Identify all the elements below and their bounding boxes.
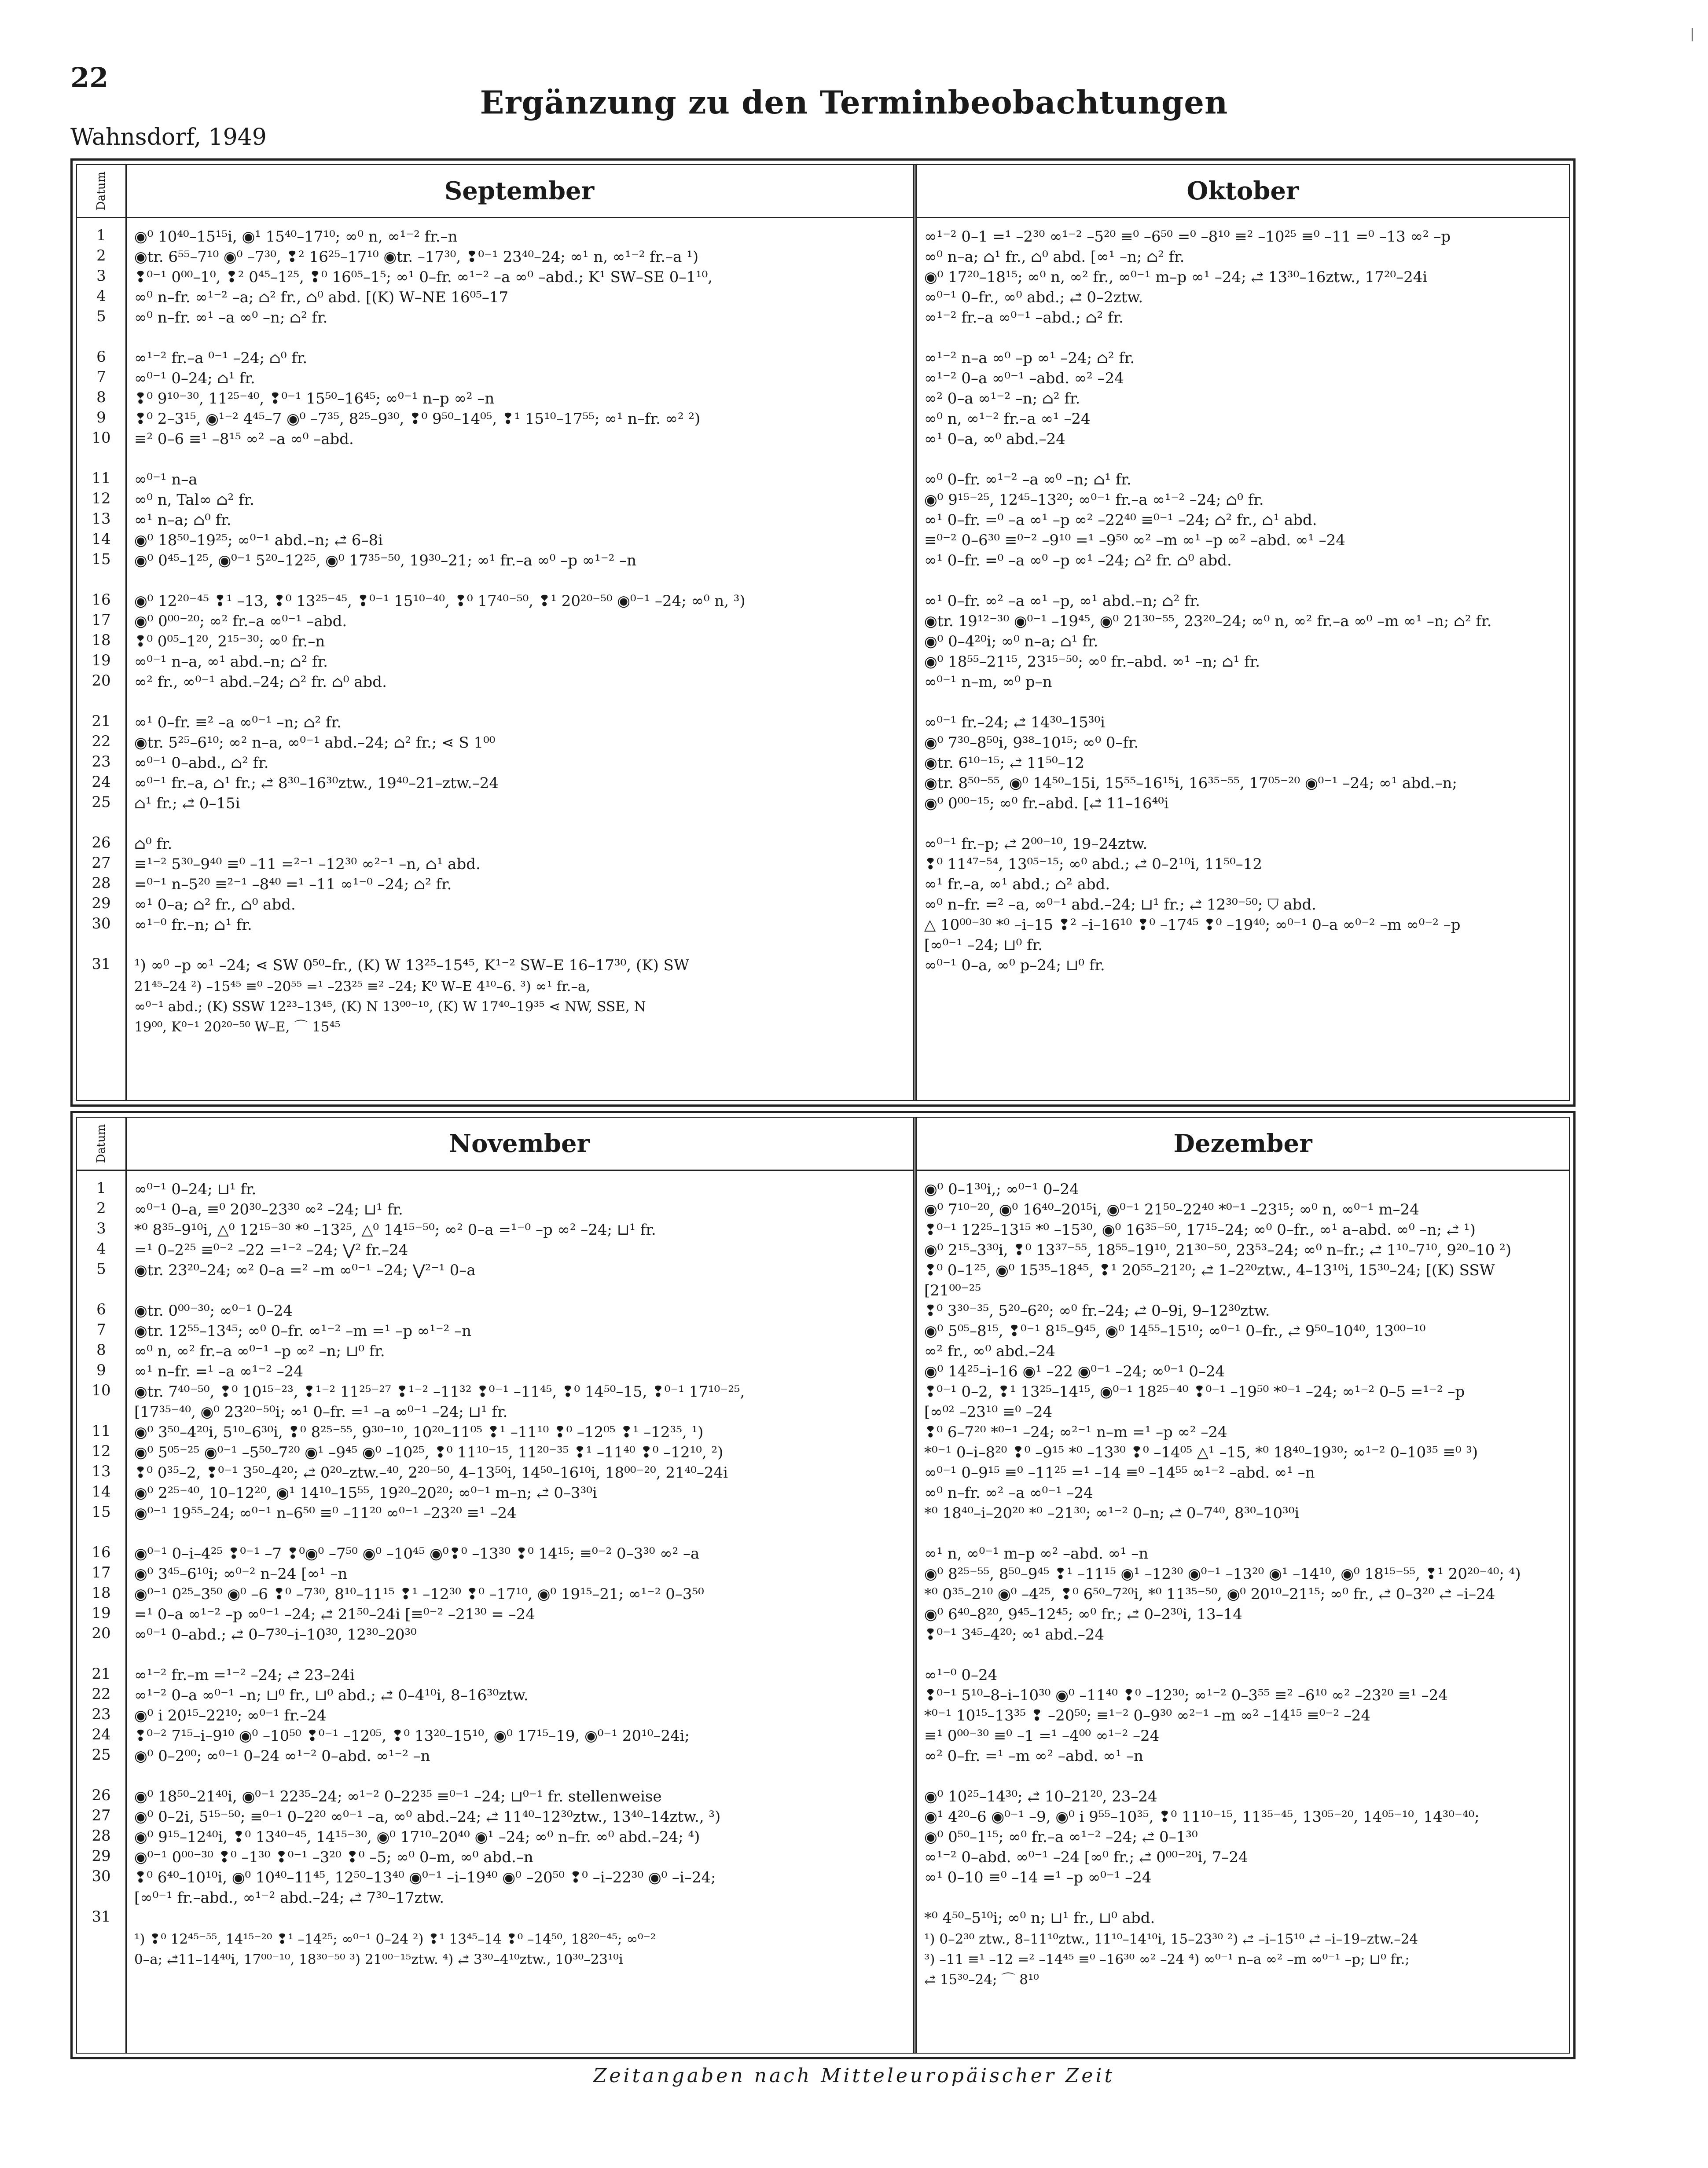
day-number: [77, 571, 125, 591]
day-number: [77, 692, 125, 712]
day-number: 4: [96, 1240, 106, 1258]
entry-line: =⁰⁻¹ n–5²⁰ ≡²⁻¹ –8⁴⁰ =¹ –11 ∞¹⁻⁰ –24; ⌂² fr.: [134, 876, 452, 893]
entry-line: =¹ 0–2²⁵ ≡⁰⁻² –22 =¹⁻² –24; ⋁² fr.–24: [134, 1241, 408, 1259]
entry-line: ∞¹ 0–fr. ≡² –a ∞⁰⁻¹ –n; ⌂² fr.: [134, 714, 342, 731]
day-number: 24: [92, 773, 111, 791]
entry-line: ◉tr. 23²⁰–24; ∞² 0–a =² –m ∞⁰⁻¹ –24; ⋁²⁻¹ 0–a: [134, 1262, 476, 1279]
datum-header: Datum: [95, 171, 108, 211]
entry-line: *⁰ 4⁵⁰–5¹⁰i; ∞⁰ n; ⊔¹ fr., ⊔⁰ abd.: [924, 1909, 1155, 1927]
entry-line: *⁰⁻¹ 10¹⁵–13³⁵ ❢ –20⁵⁰; ≡¹⁻² 0–9³⁰ ∞²⁻¹ –m ∞² –14¹⁵ ≡⁰⁻² –24: [924, 1707, 1371, 1724]
entry-line: ◉tr. 6¹⁰⁻¹⁵; ⥄ 11⁵⁰–12: [924, 754, 1084, 772]
entry-line: ∞¹ 0–fr. =⁰ –a ∞¹ –p ∞² –22⁴⁰ ≡⁰⁻¹ –24; ⌂² fr., ⌂¹ abd.: [924, 511, 1317, 529]
entry-line: ∞⁰⁻¹ 0–fr., ∞⁰ abd.; ⥄ 0–2ztw.: [924, 289, 1143, 306]
entry-line: [134, 814, 909, 834]
entry-line: ❢⁰ 6⁴⁰–10¹⁰i, ◉⁰ 10⁴⁰–11⁴⁵, 12⁵⁰–13⁴⁰ ◉⁰⁻¹ –i–19⁴⁰ ◉⁰ –20⁵⁰ ❢⁰ –i–22³⁰ ◉⁰ –i–24;: [134, 1869, 716, 1886]
page-number: 22: [70, 62, 109, 94]
entry-line: ≡¹⁻² 5³⁰–9⁴⁰ ≡⁰ –11 =²⁻¹ –12³⁰ ∞²⁻¹ –n, ⌂¹ abd.: [134, 855, 481, 873]
day-number: 28: [92, 1827, 111, 1845]
entry-line: ∞⁰⁻¹ fr.–24; ⥄ 14³⁰–15³⁰i: [924, 714, 1105, 731]
entry-line: [924, 1766, 1565, 1786]
footnote-line: ¹) ❢⁰ 12⁴⁵⁻⁵⁵, 14¹⁵⁻²⁰ ❢¹ –14²⁵; ∞⁰⁻¹ 0–24 ²) ❢¹ 13⁴⁵–14 ❢⁰ –14⁵⁰, 18²⁰⁻⁴⁵; ∞⁰⁻²: [134, 1931, 656, 1947]
day-number: 15: [92, 550, 111, 568]
entry-line: [134, 1523, 909, 1544]
day-number: 26: [92, 1786, 111, 1804]
entry-line: ◉⁰ 5⁰⁵–8¹⁵, ❢⁰⁻¹ 8¹⁵–9⁴⁵, ◉⁰ 14⁵⁵–15¹⁰; ∞⁰⁻¹ 0–fr., ⥄ 9⁵⁰–10⁴⁰, 13⁰⁰⁻¹⁰: [924, 1322, 1426, 1340]
day-number: 12: [92, 1442, 111, 1460]
entry-line: ∞¹⁻² fr.–m =¹⁻² –24; ⥄ 23–24i: [134, 1666, 355, 1684]
day-number: 29: [92, 1847, 111, 1865]
entry-line: ◉⁰ 2¹⁵–3³⁰i, ❢⁰ 13³⁷⁻⁵⁵, 18⁵⁵–19¹⁰, 21³⁰⁻⁵⁰, 23⁵³–24; ∞⁰ n–fr.; ⥄ 1¹⁰–7¹⁰, 9²⁰–10 ²): [924, 1241, 1512, 1259]
day-number: 5: [96, 1260, 106, 1278]
day-number: [77, 1645, 125, 1665]
day-number: 25: [92, 1746, 111, 1764]
entry-line: ∞⁰ n–fr. ∞¹ –a ∞⁰ –n; ⌂² fr.: [134, 309, 328, 326]
entry-line: ∞¹ 0–fr. ∞² –a ∞¹ –p, ∞¹ abd.–n; ⌂² fr.: [924, 592, 1200, 610]
station-label: Wahnsdorf, 1949: [70, 124, 267, 150]
entry-line: ◉⁰ 9¹⁵–12⁴⁰i, ❢⁰ 13⁴⁰⁻⁴⁵, 14¹⁵⁻³⁰, ◉⁰ 17¹⁰–20⁴⁰ ◉¹ –24; ∞⁰ n–fr. ∞⁰ abd.–24; ⁴): [134, 1828, 700, 1846]
entry-line: ≡⁰⁻² 0–6³⁰ ≡⁰⁻² –9¹⁰ =¹ –9⁵⁰ ∞² –m ∞¹ –p ∞² –abd. ∞¹ –24: [924, 532, 1345, 549]
entry-line: △ 10⁰⁰⁻³⁰ *⁰ –i–15 ❢² –i–16¹⁰ ❢⁰ –17⁴⁵ ❢⁰ –19⁴⁰; ∞⁰⁻¹ 0–a ∞⁰⁻² –m ∞⁰⁻² –p: [924, 916, 1461, 934]
entry-line: ◉⁰ 8²⁵⁻⁵⁵, 8⁵⁰–9⁴⁵ ❢¹ –11¹⁵ ◉¹ –12³⁰ ◉⁰⁻¹ –13²⁰ ◉¹ –14¹⁰, ◉⁰ 18¹⁵⁻⁵⁵, ❢¹ 20²⁰⁻⁴⁰; ⁴): [924, 1565, 1521, 1583]
entry-line: ∞⁰⁻¹ n–m, ∞⁰ p–n: [924, 673, 1052, 691]
footnote-line: ⥄ 15³⁰–24; ⌒ 8¹⁰: [924, 1972, 1039, 1988]
entry-line: ∞² 0–a ∞¹⁻² –n; ⌂² fr.: [924, 390, 1080, 407]
table-top: [70, 158, 1576, 1107]
entry-line: ∞¹ 0–a, ∞⁰ abd.–24: [924, 430, 1065, 448]
day-number: 11: [92, 470, 111, 487]
day-number: 20: [92, 672, 111, 690]
entry-line: [17³⁵⁻⁴⁰, ◉⁰ 23²⁰⁻⁵⁰i; ∞¹ 0–fr. =¹ –a ∞⁰⁻¹ –24; ⊔¹ fr.: [134, 1403, 508, 1421]
entry-line: ◉tr. 12⁵⁵–13⁴⁵; ∞⁰ 0–fr. ∞¹⁻² –m =¹ –p ∞¹⁻² –n: [134, 1322, 471, 1340]
entry-line: ∞⁰⁻¹ fr.–a, ⌂¹ fr.; ⥄ 8³⁰–16³⁰ztw., 19⁴⁰–21–ztw.–24: [134, 774, 499, 792]
entry-line: ◉⁰ 0–4²⁰i; ∞⁰ n–a; ⌂¹ fr.: [924, 633, 1098, 650]
entry-line: ∞⁰ 0–fr. ∞¹⁻² –a ∞⁰ –n; ⌂¹ fr.: [924, 471, 1131, 488]
entry-line: ∞² fr., ∞⁰⁻¹ abd.–24; ⌂² fr. ⌂⁰ abd.: [134, 673, 387, 691]
entry-line: ◉⁰ 10²⁵–14³⁰; ⥄ 10–21²⁰, 23–24: [924, 1788, 1157, 1805]
entry-line: ◉⁰ 3⁵⁰–4²⁰i, 5¹⁰–6³⁰i, ❢⁰ 8²⁵⁻⁵⁵, 9³⁰⁻¹⁰, 10²⁰–11⁰⁵ ❢¹ –11¹⁰ ❢⁰ –12⁰⁵ ❢¹ –12³⁵, ¹): [134, 1423, 704, 1441]
day-number: 11: [92, 1422, 111, 1440]
day-number: 31: [92, 1908, 111, 1926]
entry-line: ∞¹⁻² 0–a ∞⁰⁻¹ –abd. ∞² –24: [924, 370, 1124, 387]
day-number: 14: [92, 530, 111, 548]
day-number: 17: [92, 1564, 111, 1581]
entry-line: ❢⁰ 3³⁰⁻³⁵, 5²⁰–6²⁰; ∞⁰ fr.–24; ⥄ 0–9i, 9–12³⁰ztw.: [924, 1302, 1270, 1320]
day-number: 25: [92, 793, 111, 811]
entry-line: ◉⁰ 0–2i, 5¹⁵⁻⁵⁰; ≡⁰⁻¹ 0–2²⁰ ∞⁰⁻¹ –a, ∞⁰ abd.–24; ⥄ 11⁴⁰–12³⁰ztw., 13⁴⁰–14ztw., ³): [134, 1808, 721, 1826]
column-divider: [913, 165, 917, 1100]
entry-line: ∞¹⁻² fr.–a ∞⁰⁻¹ –abd.; ⌂² fr.: [924, 309, 1124, 326]
entry-line: ∞¹⁻² n–a ∞⁰ –p ∞¹ –24; ⌂² fr.: [924, 349, 1135, 367]
footnote-line: 19⁰⁰, K⁰⁻¹ 20²⁰⁻⁵⁰ W–E, ⌒ 15⁴⁵: [134, 1019, 341, 1035]
day-number: [77, 814, 125, 834]
day-number: 10: [92, 429, 111, 447]
entry-line: ◉⁰ 2²⁵⁻⁴⁰, 10–12²⁰, ◉¹ 14¹⁰–15⁵⁵, 19²⁰–20²⁰; ∞⁰⁻¹ m–n; ⥄ 0–3³⁰i: [134, 1484, 597, 1502]
entry-line: *⁰ 0³⁵–2¹⁰ ◉⁰ –4²⁵, ❢⁰ 6⁵⁰–7²⁰i, *⁰ 11³⁵⁻⁵⁰, ◉⁰ 20¹⁰–21¹⁵; ∞⁰ fr., ⥄ 0–3²⁰ ⥄ –i–24: [924, 1585, 1495, 1603]
entry-line: [134, 935, 909, 955]
entry-line: [∞⁰² –23¹⁰ ≡⁰ –24: [924, 1403, 1053, 1421]
entry-line: ❢⁰⁻² 7¹⁵–i–9¹⁰ ◉⁰ –10⁵⁰ ❢⁰⁻¹ –12⁰⁵, ❢⁰ 13²⁰–15¹⁰, ◉⁰ 17¹⁵–19, ◉⁰⁻¹ 20¹⁰–24i;: [134, 1727, 690, 1745]
day-number: 22: [92, 733, 111, 750]
day-number: 23: [92, 1706, 111, 1723]
entry-line: ◉⁰ 6⁴⁰–8²⁰, 9⁴⁵–12⁴⁵; ∞⁰ fr.; ⥄ 0–2³⁰i, 13–14: [924, 1606, 1242, 1623]
day-number: 9: [96, 409, 106, 426]
entry-line: ◉⁰⁻¹ 19⁵⁵–24; ∞⁰⁻¹ n–6⁵⁰ ≡⁰ –11²⁰ ∞⁰⁻¹ –23²⁰ ≡¹ –24: [134, 1504, 517, 1522]
entry-line: ❢⁰ 9¹⁰⁻³⁰, 11²⁵⁻⁴⁰, ❢⁰⁻¹ 15⁵⁰–16⁴⁵; ∞⁰⁻¹ n–p ∞² –n: [134, 390, 495, 407]
footnote-line: ¹) 0–2³⁰ ztw., 8–11¹⁰ztw., 11¹⁰–14¹⁰i, 15–23³⁰ ²) ⥄ –i–15¹⁰ ⥄ –i–19–ztw.–24: [924, 1931, 1418, 1947]
edge-mark: |: [1690, 26, 1695, 42]
entry-line: ¹) ∞⁰ –p ∞¹ –24; ⋖ SW 0⁵⁰–fr., (K) W 13²⁵–15⁴⁵, K¹⁻² SW–E 16–17³⁰, (K) SW: [134, 957, 689, 974]
day-number: 9: [96, 1361, 106, 1379]
page-title: Ergänzung zu den Terminbeobachtungen: [480, 84, 1228, 121]
day-number: 3: [96, 1220, 106, 1237]
entry-line: [924, 449, 1565, 470]
entry-line: [924, 571, 1565, 591]
entry-line: ◉⁰ 18⁵⁰–21⁴⁰i, ◉⁰⁻¹ 22³⁵–24; ∞¹⁻² 0–22³⁵ ≡⁰⁻¹ –24; ⊔⁰⁻¹ fr. stellenweise: [134, 1788, 662, 1805]
day-number: 30: [92, 915, 111, 932]
november-entries: [134, 1179, 909, 1969]
entry-line: ◉⁰ 0–1³⁰i,; ∞⁰⁻¹ 0–24: [924, 1181, 1079, 1198]
day-number: 18: [92, 631, 111, 649]
entry-line: [134, 692, 909, 712]
entry-line: ◉⁰ 0⁰⁰⁻¹⁵; ∞⁰ fr.–abd. [⥄ 11–16⁴⁰i: [924, 795, 1169, 812]
dezember-entries: [924, 1179, 1565, 1989]
entry-line: ❢⁰⁻¹ 0–2, ❢¹ 13²⁵–14¹⁵, ◉⁰⁻¹ 18²⁵⁻⁴⁰ ❢⁰⁻¹ –19⁵⁰ *⁰⁻¹ –24; ∞¹⁻² 0–5 =¹⁻² –p: [924, 1383, 1465, 1401]
day-number: 22: [92, 1685, 111, 1703]
entry-line: ◉⁰ 0–2⁰⁰; ∞⁰⁻¹ 0–24 ∞¹⁻² 0–abd. ∞¹⁻² –n: [134, 1747, 430, 1765]
entry-line: [134, 571, 909, 591]
entry-line: ∞⁰⁻¹ 0–9¹⁵ ≡⁰ –11²⁵ =¹ –14 ≡⁰ –14⁵⁵ ∞¹⁻² –abd. ∞¹ –n: [924, 1464, 1315, 1482]
entry-line: ∞¹⁻⁰ 0–24: [924, 1666, 998, 1684]
entry-line: ❢⁰ 6–7²⁰ *⁰⁻¹ –24; ∞²⁻¹ n–m =¹ –p ∞² –24: [924, 1423, 1227, 1441]
entry-line: ∞⁰⁻¹ 0–a, ∞⁰ p–24; ⊔⁰ fr.: [924, 957, 1105, 974]
entry-line: ◉tr. 19¹²⁻³⁰ ◉⁰⁻¹ –19⁴⁵, ◉⁰ 21³⁰⁻⁵⁵, 23²⁰–24; ∞⁰ n, ∞² fr.–a ∞⁰ –m ∞¹ –n; ⌂² fr.: [924, 613, 1492, 630]
entry-line: [134, 1766, 909, 1786]
entry-line: ◉⁰ 7¹⁰⁻²⁰, ◉⁰ 16⁴⁰–20¹⁵i, ◉⁰⁻¹ 21⁵⁰–22⁴⁰ *⁰⁻¹ –23¹⁵; ∞⁰ n, ∞⁰⁻¹ m–24: [924, 1201, 1419, 1218]
entry-line: ◉¹ 4²⁰–6 ◉⁰⁻¹ –9, ◉⁰ i 9⁵⁵–10³⁵, ❢⁰ 11¹⁰⁻¹⁵, 11³⁵⁻⁴⁵, 13⁰⁵⁻²⁰, 14⁰⁵⁻¹⁰, 14³⁰⁻⁴⁰;: [924, 1808, 1480, 1826]
day-number: [77, 1766, 125, 1786]
day-number: 26: [92, 834, 111, 851]
month-header-dezember: Dezember: [917, 1118, 1569, 1171]
entry-line: ❢⁰ 11⁴⁷⁻⁵⁴, 13⁰⁵⁻¹⁵; ∞⁰ abd.; ⥄ 0–2¹⁰i, 11⁵⁰–12: [924, 855, 1262, 873]
entry-line: ◉tr. 6⁵⁵–7¹⁰ ◉⁰ –7³⁰, ❢² 16²⁵–17¹⁰ ◉tr. –17³⁰, ❢⁰⁻¹ 23⁴⁰–24; ∞¹ n, ∞¹⁻² fr.–a ¹): [134, 248, 699, 266]
entry-line: ∞² fr., ∞⁰ abd.–24: [924, 1343, 1055, 1360]
entry-line: ∞¹ 0–a; ⌂² fr., ⌂⁰ abd.: [134, 896, 296, 913]
entry-line: ◉⁰ 18⁵⁵–21¹⁵, 23¹⁵⁻⁵⁰; ∞⁰ fr.–abd. ∞¹ –n; ⌂¹ fr.: [924, 653, 1260, 671]
entry-line: ∞⁰⁻¹ n–a: [134, 471, 198, 488]
day-number: 27: [92, 854, 111, 872]
column-divider: [913, 1118, 917, 2053]
entry-line: ∞¹ n–a; ⌂⁰ fr.: [134, 511, 231, 529]
entry-line: ∞² 0–fr. =¹ –m ∞² –abd. ∞¹ –n: [924, 1747, 1143, 1765]
day-number: 30: [92, 1867, 111, 1885]
entry-line: ◉tr. 8⁵⁰⁻⁵⁵, ◉⁰ 14⁵⁰–15i, 15⁵⁵–16¹⁵i, 16³⁵⁻⁵⁵, 17⁰⁵⁻²⁰ ◉⁰⁻¹ –24; ∞¹ abd.–n;: [924, 774, 1457, 792]
entry-line: ◉⁰⁻¹ 0²⁵–3⁵⁰ ◉⁰ –6 ❢⁰ –7³⁰, 8¹⁰–11¹⁵ ❢¹ –12³⁰ ❢⁰ –17¹⁰, ◉⁰ 19¹⁵–21; ∞¹⁻² 0–3⁵⁰: [134, 1585, 704, 1603]
day-number: 10: [92, 1382, 111, 1399]
entry-line: ≡¹ 0⁰⁰⁻³⁰ ≡⁰ –1 =¹ –4⁰⁰ ∞¹⁻² –24: [924, 1727, 1160, 1745]
day-number: 1: [96, 227, 106, 244]
entry-line: ∞¹ 0–fr. =⁰ –a ∞⁰ –p ∞¹ –24; ⌂² fr. ⌂⁰ abd.: [924, 552, 1232, 569]
day-number: 6: [96, 348, 106, 366]
datum-column: [77, 1118, 127, 2053]
day-number: [77, 328, 125, 348]
entry-line: ∞⁰⁻¹ fr.–p; ⥄ 2⁰⁰⁻¹⁰, 19–24ztw.: [924, 835, 1148, 853]
entry-line: [924, 1645, 1565, 1665]
day-number: 13: [92, 510, 111, 528]
entry-line: ◉tr. 7⁴⁰⁻⁵⁰, ❢⁰ 10¹⁵⁻²³, ❢¹⁻² 11²⁵⁻²⁷ ❢¹⁻² –11³² ❢⁰⁻¹ –11⁴⁵, ❢⁰ 14⁵⁰–15, ❢⁰⁻¹ 17¹⁰⁻²⁵,: [134, 1383, 745, 1401]
entry-line: ⌂¹ fr.; ⥄ 0–15i: [134, 795, 240, 812]
september-entries: [134, 227, 909, 1036]
day-number: [77, 1280, 125, 1301]
day-number: 23: [92, 753, 111, 770]
day-number: [77, 1888, 125, 1908]
entry-line: ∞¹ n, ∞⁰⁻¹ m–p ∞² –abd. ∞¹ –n: [924, 1545, 1149, 1563]
entry-line: [21⁰⁰⁻²⁵: [924, 1282, 981, 1299]
day-number: 19: [92, 652, 111, 669]
day-number: 16: [92, 591, 111, 609]
entry-line: *⁰ 18⁴⁰–i–20²⁰ *⁰ –21³⁰; ∞¹⁻² 0–n; ⥄ 0–7⁴⁰, 8³⁰–10³⁰i: [924, 1504, 1300, 1522]
entry-line: ◉⁰ 0⁴⁵–1²⁵, ◉⁰⁻¹ 5²⁰–12²⁵, ◉⁰ 17³⁵⁻⁵⁰, 19³⁰–21; ∞¹ fr.–a ∞⁰ –p ∞¹⁻² –n: [134, 552, 637, 569]
entry-line: ⌂⁰ fr.: [134, 835, 173, 853]
datum-column: [77, 165, 127, 1100]
day-number: [77, 449, 125, 470]
day-number: 15: [92, 1503, 111, 1521]
day-number: 2: [96, 247, 106, 264]
entry-line: ∞⁰ n, Tal∞ ⌂² fr.: [134, 491, 254, 509]
day-number: 24: [92, 1726, 111, 1743]
footer-note: Zeitangaben nach Mitteleuropäischer Zeit: [593, 2065, 1115, 2087]
entry-line: ❢⁰ 0–1²⁵, ◉⁰ 15³⁵–18⁴⁵, ❢¹ 20⁵⁵–21²⁰; ⥄ 1–2²⁰ztw., 4–13¹⁰i, 15³⁰–24; [(K) SSW: [924, 1262, 1495, 1279]
entry-line: ◉⁰⁻¹ 0–i–4²⁵ ❢⁰⁻¹ –7 ❢⁰◉⁰ –7⁵⁰ ◉⁰ –10⁴⁵ ◉⁰❢⁰ –13³⁰ ❢⁰ 14¹⁵; ≡⁰⁻² 0–3³⁰ ∞² –a: [134, 1545, 700, 1563]
entry-line: ∞¹⁻² 0–1 =¹ –2³⁰ ∞¹⁻² –5²⁰ ≡⁰ –6⁵⁰ =⁰ –8¹⁰ ≡² –10²⁵ ≡⁰ –11 =⁰ –13 ∞² –p: [924, 228, 1451, 246]
footnote-line: ³) –11 ≡¹ –12 =² –14⁴⁵ ≡⁰ –16³⁰ ∞² –24 ⁴) ∞⁰⁻¹ n–a ∞² –m ∞⁰⁻¹ –p; ⊔⁰ fr.;: [924, 1952, 1410, 1967]
day-number: 16: [92, 1544, 111, 1561]
entry-line: [134, 1280, 909, 1301]
entry-line: ❢⁰⁻¹ 12²⁵–13¹⁵ *⁰ –15³⁰, ◉⁰ 16³⁵⁻⁵⁰, 17¹⁵–24; ∞⁰ 0–fr., ∞¹ a–abd. ∞⁰ –n; ⥄ ¹): [924, 1221, 1476, 1239]
entry-line: [924, 814, 1565, 834]
entry-line: [134, 328, 909, 348]
entry-line: [924, 1888, 1565, 1908]
entry-line: ∞⁰⁻¹ 0–24; ⌂¹ fr.: [134, 370, 255, 387]
day-numbers-bottom: [77, 1179, 125, 1928]
table-bottom: [70, 1111, 1576, 2059]
entry-line: ◉⁰ 10⁴⁰–15¹⁵i, ◉¹ 15⁴⁰–17¹⁰; ∞⁰ n, ∞¹⁻² fr.–n: [134, 228, 458, 246]
entry-line: ∞⁰ n, ∞¹⁻² fr.–a ∞¹ –24: [924, 410, 1091, 428]
entry-line: ◉⁰ 7³⁰–8⁵⁰i, 9³⁸–10¹⁵; ∞⁰ 0–fr.: [924, 734, 1139, 752]
footnote-line: 21⁴⁵–24 ²) –15⁴⁵ ≡⁰ –20⁵⁵ =¹ –23²⁵ ≡² –24; K⁰ W–E 4¹⁰–6. ³) ∞¹ fr.–a,: [134, 979, 591, 994]
day-number: 14: [92, 1483, 111, 1500]
day-numbers-top: [77, 227, 125, 976]
entry-line: ❢⁰ 0³⁵–2, ❢⁰⁻¹ 3⁵⁰–4²⁰; ⥄ 0²⁰–ztw.–⁴⁰, 2²⁰⁻⁵⁰, 4–13⁵⁰i, 14⁵⁰–16¹⁰i, 18⁰⁰⁻²⁰, 21⁴⁰–24i: [134, 1464, 728, 1482]
entry-line: ∞⁰ n, ∞² fr.–a ∞⁰⁻¹ –p ∞² –n; ⊔⁰ fr.: [134, 1343, 385, 1360]
day-number: 7: [96, 1321, 106, 1339]
oktober-entries: [924, 227, 1565, 976]
entry-line: ∞¹⁻² 0–abd. ∞⁰⁻¹ –24 [∞⁰ fr.; ⥄ 0⁰⁰⁻²⁰i, 7–24: [924, 1849, 1248, 1866]
entry-line: ∞⁰ n–fr. =² –a, ∞⁰⁻¹ abd.–24; ⊔¹ fr.; ⥄ 12³⁰⁻⁵⁰; ⛉ abd.: [924, 896, 1316, 913]
entry-line: [924, 328, 1565, 348]
entry-line: ◉tr. 5²⁵–6¹⁰; ∞² n–a, ∞⁰⁻¹ abd.–24; ⌂² fr.; ⋖ S 1⁰⁰: [134, 734, 496, 752]
entry-line: *⁰⁻¹ 0–i–8²⁰ ❢⁰ –9¹⁵ *⁰ –13³⁰ ❢⁰ –14⁰⁵ △¹ –15, *⁰ 18⁴⁰–19³⁰; ∞¹⁻² 0–10³⁵ ≡⁰ ³): [924, 1444, 1478, 1461]
day-number: 4: [96, 287, 106, 305]
entry-line: ◉⁰ 12²⁰⁻⁴⁵ ❢¹ –13, ❢⁰ 13²⁵⁻⁴⁵, ❢⁰⁻¹ 15¹⁰⁻⁴⁰, ❢⁰ 17⁴⁰⁻⁵⁰, ❢¹ 20²⁰⁻⁵⁰ ◉⁰⁻¹ –24; ∞⁰ n, ³): [134, 592, 746, 610]
day-number: 18: [92, 1584, 111, 1602]
day-number: 28: [92, 874, 111, 892]
entry-line: [134, 449, 909, 470]
day-number: 17: [92, 611, 111, 629]
entry-line: ◉⁰ i 20¹⁵–22¹⁰; ∞⁰⁻¹ fr.–24: [134, 1707, 327, 1724]
datum-header: Datum: [95, 1124, 108, 1163]
entry-line: ◉⁰ 9¹⁵⁻²⁵, 12⁴⁵–13²⁰; ∞⁰⁻¹ fr.–a ∞¹⁻² –24; ⌂⁰ fr.: [924, 491, 1264, 509]
entry-line: ∞¹ fr.–a, ∞¹ abd.; ⌂² abd.: [924, 876, 1110, 893]
day-number: 3: [96, 267, 106, 285]
day-number: 7: [96, 368, 106, 386]
month-header-november: November: [125, 1118, 913, 1171]
entry-line: ❢⁰⁻¹ 5¹⁰–8–i–10³⁰ ◉⁰ –11⁴⁰ ❢⁰ –12³⁰; ∞¹⁻² 0–3⁵⁵ ≡² –6¹⁰ ∞² –23²⁰ ≡¹ –24: [924, 1687, 1448, 1704]
entry-line: ∞⁰⁻¹ 0–a, ≡⁰ 20³⁰–23³⁰ ∞² –24; ⊔¹ fr.: [134, 1201, 403, 1218]
footnote-line: ∞⁰⁻¹ abd.; (K) SSW 12²³–13⁴⁵, (K) N 13⁰⁰⁻¹⁰, (K) W 17⁴⁰–19³⁵ ⋖ NW, SSE, N: [134, 999, 646, 1015]
entry-line: ∞⁰⁻¹ n–a, ∞¹ abd.–n; ⌂² fr.: [134, 653, 328, 671]
day-number: [77, 935, 125, 955]
entry-line: ◉⁰ 14²⁵–i–16 ◉¹ –22 ◉⁰⁻¹ –24; ∞⁰⁻¹ 0–24: [924, 1363, 1225, 1380]
entry-line: ◉⁰ 17²⁰–18¹⁵; ∞⁰ n, ∞² fr., ∞⁰⁻¹ m–p ∞¹ –24; ⥄ 13³⁰–16ztw., 17²⁰–24i: [924, 268, 1428, 286]
entry-line: ∞¹⁻² fr.–a ⁰⁻¹ –24; ⌂⁰ fr.: [134, 349, 308, 367]
entry-line: [∞⁰⁻¹ fr.–abd., ∞¹⁻² abd.–24; ⥄ 7³⁰–17ztw.: [134, 1889, 444, 1907]
day-number: 21: [92, 1665, 111, 1683]
entry-line: *⁰ 8³⁵–9¹⁰i, △⁰ 12¹⁵⁻³⁰ *⁰ –13²⁵, △⁰ 14¹⁵⁻⁵⁰; ∞² 0–a =¹⁻⁰ –p ∞² –24; ⊔¹ fr.: [134, 1221, 656, 1239]
entry-line: [134, 1908, 909, 1928]
day-number: 21: [92, 712, 111, 730]
day-number: 8: [96, 1341, 106, 1359]
day-number: 5: [96, 308, 106, 325]
entry-line: ∞¹⁻⁰ fr.–n; ⌂¹ fr.: [134, 916, 252, 934]
entry-line: ◉⁰ 0⁰⁰⁻²⁰; ∞² fr.–a ∞⁰⁻¹ –abd.: [134, 613, 347, 630]
entry-line: ◉⁰ 18⁵⁰–19²⁵; ∞⁰⁻¹ abd.–n; ⥄ 6–8i: [134, 532, 383, 549]
day-number: [77, 1402, 125, 1422]
entry-line: ≡² 0–6 ≡¹ –8¹⁵ ∞² –a ∞⁰ –abd.: [134, 430, 354, 448]
entry-line: [134, 1645, 909, 1665]
day-number: 2: [96, 1200, 106, 1217]
day-number: 8: [96, 389, 106, 406]
entry-line: ∞¹⁻² 0–a ∞⁰⁻¹ –n; ⊔⁰ fr., ⊔⁰ abd.; ⥄ 0–4¹⁰i, 8–16³⁰ztw.: [134, 1687, 529, 1704]
day-number: 6: [96, 1301, 106, 1318]
day-number: 1: [96, 1179, 106, 1197]
day-number: 12: [92, 490, 111, 507]
entry-line: ◉⁰⁻¹ 0⁰⁰⁻³⁰ ❢⁰ –1³⁰ ❢⁰⁻¹ –3²⁰ ❢⁰ –5; ∞⁰ 0–m, ∞⁰ abd.–n: [134, 1849, 533, 1866]
day-number: 31: [92, 955, 111, 973]
month-header-oktober: Oktober: [917, 165, 1569, 218]
day-number: 20: [92, 1625, 111, 1642]
entry-line: [∞⁰⁻¹ –24; ⊔⁰ fr.: [924, 936, 1043, 954]
entry-line: ∞¹ 0–10 ≡⁰ –14 =¹ –p ∞⁰⁻¹ –24: [924, 1869, 1152, 1886]
footnote-line: 0–a; ⥄11–14⁴⁰i, 17⁰⁰⁻¹⁰, 18³⁰⁻⁵⁰ ³) 21⁰⁰⁻¹⁵ztw. ⁴) ⥄ 3³⁰–4¹⁰ztw., 10³⁰–23¹⁰i: [134, 1952, 623, 1967]
day-number: 29: [92, 895, 111, 912]
day-number: [77, 1523, 125, 1544]
entry-line: ∞⁰ n–a; ⌂¹ fr., ⌂⁰ abd. [∞¹ –n; ⌂² fr.: [924, 248, 1185, 266]
entry-line: ∞⁰ n–fr. ∞² –a ∞⁰⁻¹ –24: [924, 1484, 1093, 1502]
entry-line: ❢⁰⁻¹ 0⁰⁰–1⁰, ❢² 0⁴⁵–1²⁵, ❢⁰ 16⁰⁵–1⁵; ∞¹ 0–fr. ∞¹⁻² –a ∞⁰ –abd.; K¹ SW–SE 0–1¹⁰,: [134, 268, 713, 286]
entry-line: =¹ 0–a ∞¹⁻² –p ∞⁰⁻¹ –24; ⥄ 21⁵⁰–24i [≡⁰⁻² –21³⁰ = –24: [134, 1606, 535, 1623]
entry-line: [924, 692, 1565, 712]
month-header-september: September: [125, 165, 913, 218]
day-number: 13: [92, 1463, 111, 1480]
entry-line: ∞¹ n–fr. =¹ –a ∞¹⁻² –24: [134, 1363, 303, 1380]
entry-line: ◉⁰ 0⁵⁰–1¹⁵; ∞⁰ fr.–a ∞¹⁻² –24; ⥄ 0–1³⁰: [924, 1828, 1198, 1846]
entry-line: ∞⁰⁻¹ 0–24; ⊔¹ fr.: [134, 1181, 257, 1198]
entry-line: ❢⁰⁻¹ 3⁴⁵–4²⁰; ∞¹ abd.–24: [924, 1626, 1105, 1643]
entry-line: ❢⁰ 2–3¹⁵, ◉¹⁻² 4⁴⁵–7 ◉⁰ –7³⁵, 8²⁵–9³⁰, ❢⁰ 9⁵⁰–14⁰⁵, ❢¹ 15¹⁰–17⁵⁵; ∞¹ n–fr. ∞² ²): [134, 410, 701, 428]
entry-line: ◉tr. 0⁰⁰⁻³⁰; ∞⁰⁻¹ 0–24: [134, 1302, 293, 1320]
day-number: 19: [92, 1604, 111, 1622]
entry-line: ◉⁰ 5⁰⁵⁻²⁵ ◉⁰⁻¹ –5⁵⁰–7²⁰ ◉¹ –9⁴⁵ ◉⁰ –10²⁵, ❢⁰ 11¹⁰⁻¹⁵, 11²⁰⁻³⁵ ❢¹ –11⁴⁰ ❢⁰ –12¹⁰, ²): [134, 1444, 724, 1461]
entry-line: [924, 1523, 1565, 1544]
entry-line: ◉⁰ 3⁴⁵–6¹⁰i; ∞⁰⁻² n–24 [∞¹ –n: [134, 1565, 348, 1583]
entry-line: ❢⁰ 0⁰⁵–1²⁰, 2¹⁵⁻³⁰; ∞⁰ fr.–n: [134, 633, 325, 650]
entry-line: ∞⁰⁻¹ 0–abd.; ⥄ 0–7³⁰–i–10³⁰, 12³⁰–20³⁰: [134, 1626, 417, 1643]
day-number: 27: [92, 1807, 111, 1824]
entry-line: ∞⁰⁻¹ 0–abd., ⌂² fr.: [134, 754, 269, 772]
entry-line: ∞⁰ n–fr. ∞¹⁻² –a; ⌂² fr., ⌂⁰ abd. [(K) W–NE 16⁰⁵–17: [134, 289, 509, 306]
